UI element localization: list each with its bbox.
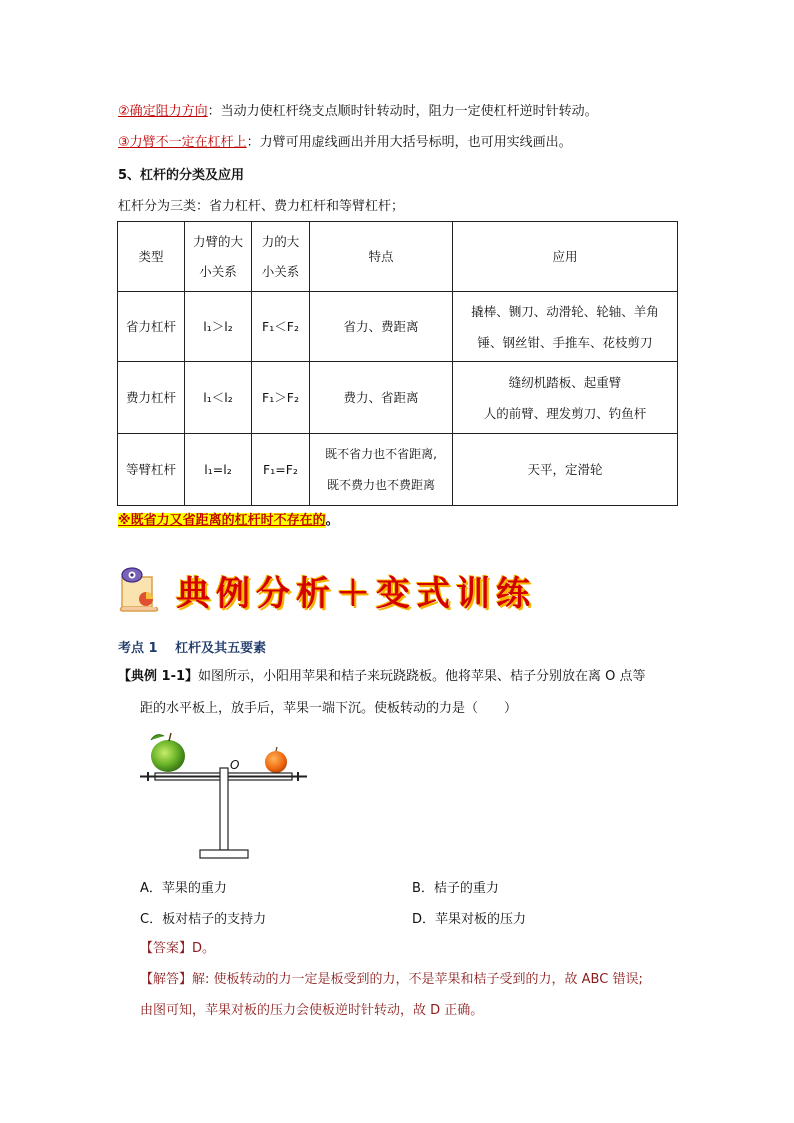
answer-value: D。 bbox=[192, 941, 216, 956]
note-highlight: ※既省力又省距离的杠杆时不存在的 bbox=[118, 513, 326, 528]
note-3-key: 力臂不一定在杠杆上 bbox=[129, 135, 247, 150]
header-force-line1: 力的大 bbox=[261, 233, 300, 249]
note-2 bbox=[118, 102, 598, 122]
example-text-2: 距的水平板上，放手后，苹果一端下沉。使板转动的力是（ ） bbox=[140, 701, 518, 716]
note-2-num: ② bbox=[118, 104, 130, 119]
header-force bbox=[252, 222, 310, 292]
banner-icon bbox=[116, 567, 166, 613]
row3-feature bbox=[310, 434, 453, 506]
solution-line-1 bbox=[140, 970, 643, 990]
row1-app-line1: 撬棒、铡刀、动滑轮、轮轴、羊角 bbox=[471, 303, 659, 319]
header-force-line2: 小关系 bbox=[261, 263, 300, 279]
option-d[interactable]: D．苹果对板的压力 bbox=[412, 912, 527, 927]
apple-icon bbox=[151, 733, 185, 772]
row1-app-line2: 锤、钢丝钳、手推车、花枝剪刀 bbox=[477, 334, 653, 350]
header-arm bbox=[185, 222, 252, 292]
note-period: 。 bbox=[325, 513, 339, 528]
note-3 bbox=[118, 133, 572, 153]
row2-type: 费力杠杆 bbox=[118, 362, 185, 434]
header-arm-line1: 力臂的大 bbox=[192, 233, 243, 249]
option-b[interactable]: B．桔子的重力 bbox=[412, 881, 499, 896]
row2-app-line2: 人的前臂、理发剪刀、钓鱼杆 bbox=[483, 405, 647, 421]
section-5-heading: 5、杠杆的分类及应用 bbox=[118, 168, 245, 183]
row2-app-line1: 缝纫机踏板、起重臂 bbox=[508, 374, 622, 390]
answer-line bbox=[140, 939, 215, 959]
row1-type: 省力杠杆 bbox=[118, 292, 185, 362]
example-tag: 【典例 1-1】 bbox=[118, 669, 199, 684]
row3-application: 天平，定滑轮 bbox=[453, 434, 678, 506]
example-line-1 bbox=[118, 667, 646, 687]
lever-table bbox=[117, 221, 678, 506]
note-2-key: 确定阻力方向 bbox=[129, 104, 208, 119]
note-3-text: ：力臂可用虚线画出并用大括号标明，也可用实线画出。 bbox=[246, 135, 572, 150]
row2-application bbox=[453, 362, 678, 434]
row2-force: F₁＞F₂ bbox=[252, 362, 310, 434]
row3-feature-line2: 既不费力也不费距离 bbox=[326, 477, 435, 492]
header-arm-line2: 小关系 bbox=[199, 263, 237, 279]
solution-line-2: 由图可知，苹果对板的压力会使板逆时针转动，故 D 正确。 bbox=[140, 1003, 484, 1018]
row3-force: F₁=F₂ bbox=[252, 434, 310, 506]
row2-arm: l₁＜l₂ bbox=[185, 362, 252, 434]
table-row bbox=[118, 292, 678, 362]
row3-feature-line1: 既不省力也不省距离, bbox=[325, 446, 437, 461]
table-row bbox=[118, 362, 678, 434]
table-header-row bbox=[118, 222, 678, 292]
seesaw-figure bbox=[140, 728, 320, 864]
section-5-intro: 杠杆分为三类：省力杠杆、费力杠杆和等臂杠杆； bbox=[118, 199, 405, 214]
solution-tag: 【解答】 bbox=[140, 972, 193, 987]
row1-arm: l₁＞l₂ bbox=[185, 292, 252, 362]
banner-title: 典例分析＋变式训练 bbox=[176, 574, 536, 614]
header-type: 类型 bbox=[118, 222, 185, 292]
point-1-title: 考点 1 杠杆及其五要素 bbox=[118, 641, 267, 656]
orange-icon bbox=[265, 747, 287, 773]
row3-arm: l₁=l₂ bbox=[185, 434, 252, 506]
option-c[interactable]: C．板对桔子的支持力 bbox=[140, 912, 267, 927]
row1-feature: 省力、费距离 bbox=[310, 292, 453, 362]
note-2-text: ：当动力使杠杆绕支点顺时针转动时，阻力一定使杠杆逆时针转动。 bbox=[207, 104, 598, 119]
note-3-num: ③ bbox=[118, 135, 130, 150]
example-text-1: 如图所示，小阳用苹果和桔子来玩跷跷板。他将苹果、桔子分别放在离 O 点等 bbox=[198, 669, 646, 684]
header-application: 应用 bbox=[453, 222, 678, 292]
table-row bbox=[118, 434, 678, 506]
answer-tag: 【答案】 bbox=[140, 941, 193, 956]
note-after-table bbox=[118, 511, 339, 531]
figure-label-o: O bbox=[230, 758, 240, 772]
solution-text-1: 解: 使板转动的力一定是板受到的力，不是苹果和桔子受到的力，故 ABC 错误; bbox=[192, 972, 643, 987]
option-a[interactable]: A．苹果的重力 bbox=[140, 881, 227, 896]
row2-feature: 费力、省距离 bbox=[310, 362, 453, 434]
header-feature: 特点 bbox=[310, 222, 453, 292]
row3-type: 等臂杠杆 bbox=[118, 434, 185, 506]
row1-application bbox=[453, 292, 678, 362]
row1-force: F₁＜F₂ bbox=[252, 292, 310, 362]
